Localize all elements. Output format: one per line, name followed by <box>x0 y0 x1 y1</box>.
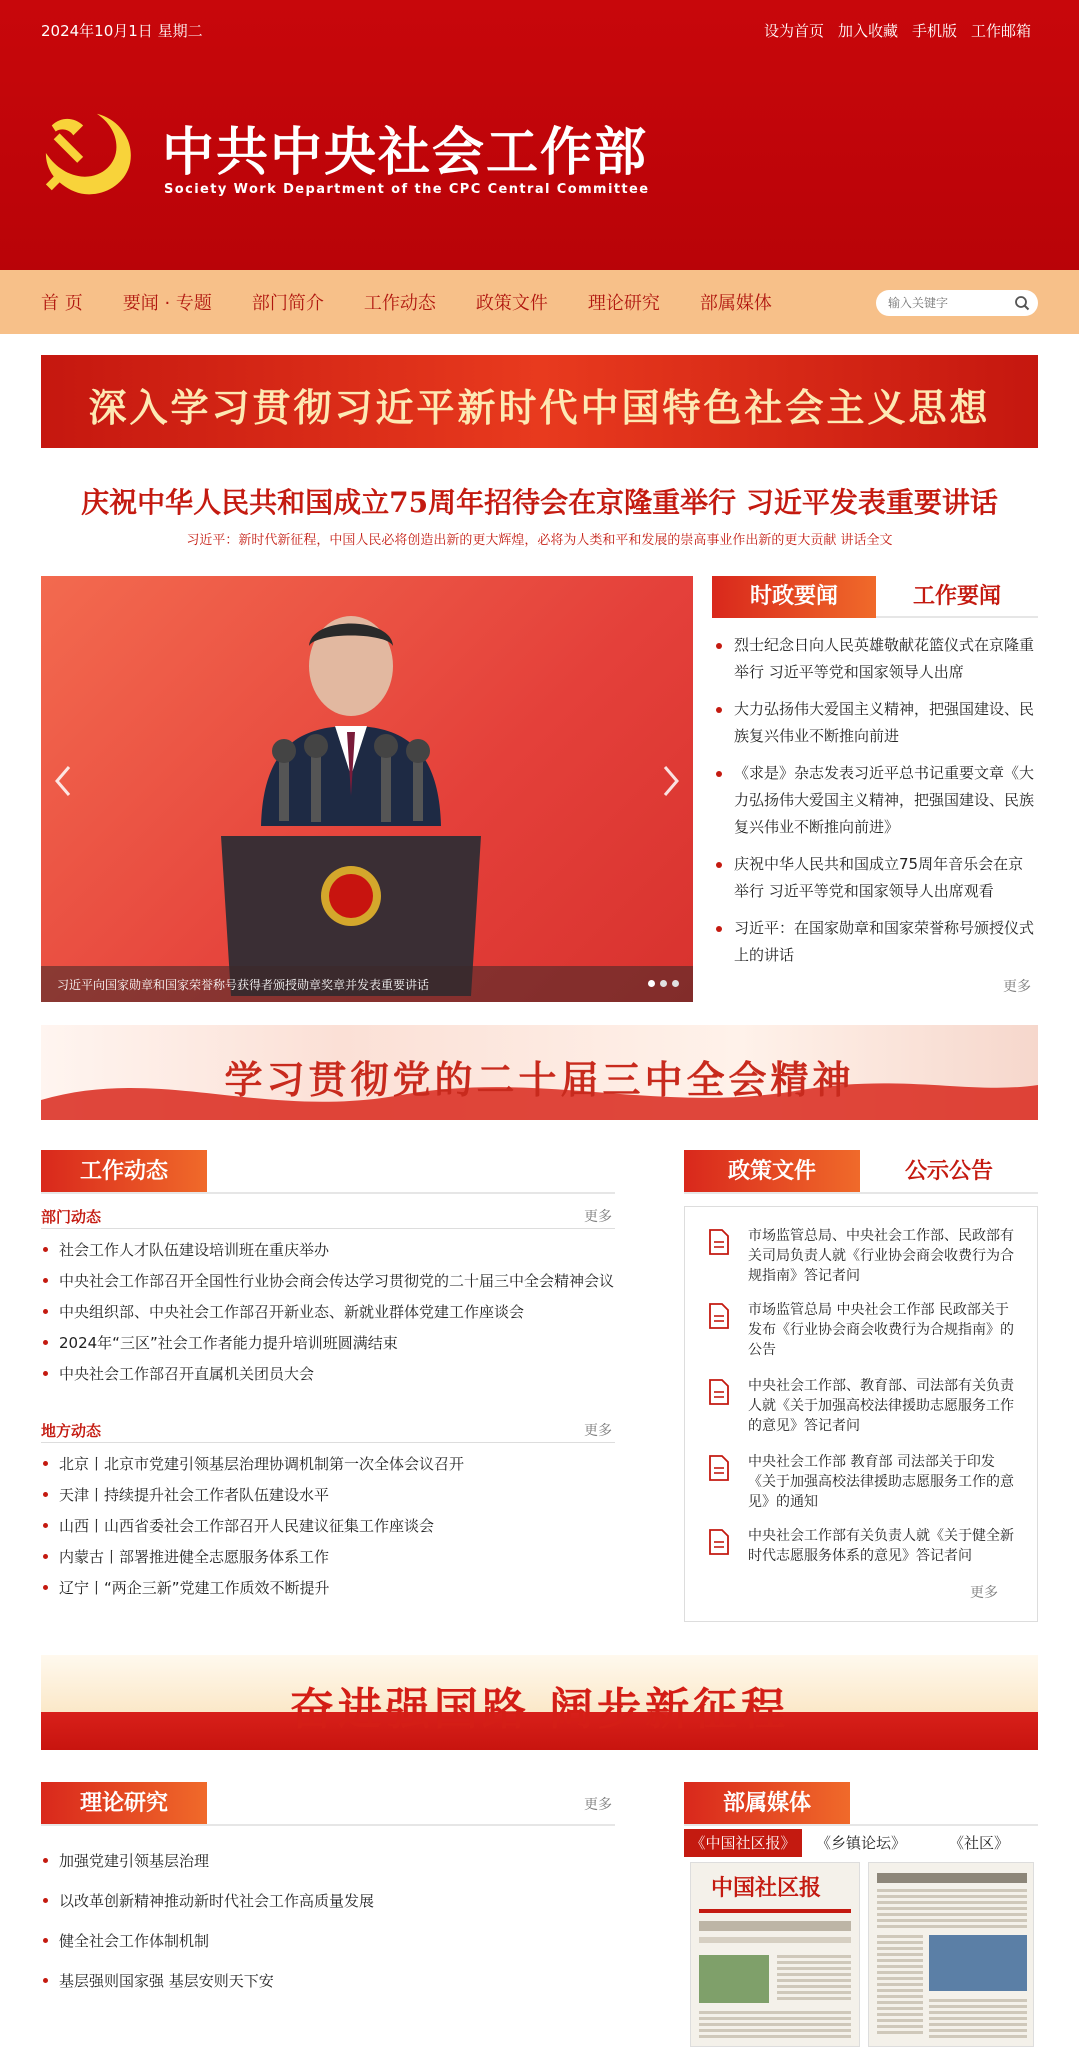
list-item[interactable]: 中央组织部、中央社会工作部召开新业态、新就业群体党建工作座谈会 <box>41 1302 615 1322</box>
strong-nation-banner-text: 奋进强国路 阔步新征程 <box>289 1684 790 1735</box>
speaker-photo <box>201 596 501 996</box>
dept-news-title[interactable]: 部门动态 <box>41 1208 102 1226</box>
carousel-dot[interactable] <box>660 980 667 987</box>
tab-policy-documents[interactable]: 政策文件 <box>684 1150 860 1194</box>
carousel-dot[interactable] <box>648 980 655 987</box>
list-item[interactable]: 习近平：在国家勋章和国家荣誉称号颁授仪式上的讲话 <box>712 915 1038 969</box>
list-item[interactable]: 2024年“三区”社会工作者能力提升培训班圆满结束 <box>41 1333 615 1353</box>
document-icon <box>708 1528 730 1556</box>
document-icon <box>708 1378 730 1406</box>
tab-political-news[interactable]: 时政要闻 <box>712 576 876 618</box>
policy-item-text[interactable]: 中央社会工作部有关负责人就《关于健全新时代志愿服务体系的意见》答记者问 <box>748 1528 1014 1564</box>
search-icon[interactable] <box>1014 295 1030 311</box>
site-title[interactable]: 中共中央社会工作部 <box>162 122 649 183</box>
carousel-caption[interactable]: 习近平向国家勋章和国家荣誉称号获得者颁授勋章奖章并发表重要讲话 <box>57 978 430 992</box>
nav-item-news[interactable]: 要闻 · 专题 <box>122 293 212 314</box>
mobile-version-link[interactable]: 手机版 <box>911 22 957 40</box>
local-news-divider <box>41 1442 615 1443</box>
nav-item-media[interactable]: 部属媒体 <box>699 293 772 314</box>
plenary-banner[interactable] <box>41 1025 1038 1120</box>
newspaper-front-page[interactable] <box>690 1862 860 2047</box>
site-subtitle: Society Work Department of the CPC Central Committee <box>164 182 650 197</box>
nav-item-about[interactable]: 部门简介 <box>251 293 324 314</box>
work-mail-link[interactable]: 工作邮箱 <box>970 22 1031 40</box>
list-item[interactable]: 烈士纪念日向人民英雄敬献花篮仪式在京隆重举行 习近平等党和国家领导人出席 <box>712 632 1038 686</box>
strong-nation-banner[interactable] <box>41 1655 1038 1750</box>
policy-more-link[interactable]: 更多 <box>970 1585 998 1601</box>
list-item[interactable]: 内蒙古丨部署推进健全志愿服务体系工作 <box>41 1547 615 1567</box>
headline-summary[interactable]: 习近平：新时代新征程，中国人民必将创造出新的更大辉煌，必将为人类和平和发展的崇高事业作出新的更大贡献 讲话全文 <box>186 533 893 548</box>
site-header <box>0 0 1079 270</box>
list-item[interactable]: 中央社会工作部召开全国性行业协会商会传达学习贯彻党的二十届三中全会精神会议 <box>41 1271 615 1291</box>
ideology-banner-text: 深入学习贯彻习近平新时代中国特色社会主义思想 <box>88 385 991 430</box>
theory-section-title[interactable]: 理论研究 <box>41 1782 207 1826</box>
carousel-dots <box>648 980 679 987</box>
list-item[interactable]: 山西丨山西省委社会工作部召开人民建议征集工作座谈会 <box>41 1516 615 1536</box>
news-tabs <box>712 576 1038 618</box>
document-icon <box>708 1302 730 1330</box>
plenary-banner-text: 学习贯彻党的二十届三中全会精神 <box>224 1057 855 1102</box>
search-box <box>876 290 1038 316</box>
tab-community-paper[interactable]: 《中国社区报》 <box>684 1829 802 1857</box>
policy-item-text[interactable]: 中央社会工作部 教育部 司法部关于印发《关于加强高校法律援助志愿服务工作的意见》的通知 <box>748 1454 1014 1510</box>
media-section-divider <box>684 1824 1038 1826</box>
list-item[interactable]: 大力弘扬伟大爱国主义精神，把强国建设、民族复兴伟业不断推向前进 <box>712 696 1038 750</box>
list-item[interactable]: 北京丨北京市党建引领基层治理协调机制第一次全体会议召开 <box>41 1454 615 1474</box>
list-item[interactable]: 健全社会工作体制机制 <box>41 1931 615 1951</box>
search-input[interactable] <box>888 293 1008 313</box>
list-item[interactable]: 庆祝中华人民共和国成立75周年音乐会在京举行 习近平等党和国家领导人出席观看 <box>712 851 1038 905</box>
media-section-title[interactable]: 部属媒体 <box>684 1782 850 1826</box>
work-section-title[interactable]: 工作动态 <box>41 1150 207 1194</box>
newspaper-photo <box>929 1935 1027 1991</box>
dept-news-divider <box>41 1228 615 1229</box>
newspaper-masthead: 中国社区报 <box>711 1875 822 1901</box>
nav-item-home[interactable]: 首 页 <box>41 293 83 314</box>
list-item[interactable]: 加强党建引领基层治理 <box>41 1851 615 1871</box>
policy-section-divider <box>684 1192 1038 1194</box>
policy-item-text[interactable]: 中央社会工作部、教育部、司法部有关负责人就《关于加强高校法律援助志愿服务工作的意见》答记者问 <box>748 1378 1014 1434</box>
list-item[interactable]: 基层强则国家强 基层安则天下安 <box>41 1971 615 1991</box>
newspaper-second-page[interactable] <box>868 1862 1034 2047</box>
set-homepage-link[interactable]: 设为首页 <box>763 22 824 40</box>
nav-item-work[interactable]: 工作动态 <box>363 293 436 314</box>
newspaper-photo <box>699 1955 769 2003</box>
newspaper-headline-block <box>877 1873 1027 1883</box>
newspaper-text-block <box>699 1937 851 1943</box>
document-icon <box>708 1454 730 1482</box>
nav-item-policy[interactable]: 政策文件 <box>475 293 548 314</box>
newspaper-headline-block <box>699 1921 851 1931</box>
local-news-more-link[interactable]: 更多 <box>584 1423 612 1439</box>
tab-announcements[interactable]: 公示公告 <box>904 1159 993 1184</box>
list-item[interactable]: 以改革创新精神推动新时代社会工作高质量发展 <box>41 1891 615 1911</box>
theory-section-divider <box>41 1824 615 1826</box>
carousel-caption-bar <box>41 966 693 1002</box>
newspaper-text-columns <box>929 1999 1027 2039</box>
tab-work-news[interactable]: 工作要闻 <box>912 584 1001 609</box>
work-section-divider <box>41 1192 615 1194</box>
list-item[interactable]: 社会工作人才队伍建设培训班在重庆举办 <box>41 1240 615 1260</box>
carousel-prev-icon[interactable] <box>49 761 77 801</box>
dept-news-list <box>41 1240 615 1395</box>
newspaper-text-columns <box>877 1935 923 2035</box>
tab-community[interactable]: 《社区》 <box>948 1834 1009 1852</box>
policy-item-text[interactable]: 市场监管总局、中央社会工作部、民政部有关司局负责人就《行业协会商会收费行为合规指南》答记者问 <box>748 1228 1014 1284</box>
newspaper-text-columns <box>877 1889 1027 1929</box>
nav-item-theory[interactable]: 理论研究 <box>587 293 660 314</box>
party-emblem-icon[interactable] <box>40 104 138 202</box>
current-date: 2024年10月1日 星期二 <box>41 22 203 40</box>
top-links <box>764 20 1031 41</box>
local-news-list <box>41 1454 615 1609</box>
masthead-rule <box>699 1909 851 1913</box>
list-item[interactable]: 辽宁丨“两企三新”党建工作质效不断提升 <box>41 1578 615 1598</box>
newspaper-text-columns <box>777 1955 851 2003</box>
local-news-title[interactable]: 地方动态 <box>41 1422 102 1440</box>
dept-news-more-link[interactable]: 更多 <box>584 1209 612 1225</box>
list-item[interactable]: 《求是》杂志发表习近平总书记重要文章《大力弘扬伟大爱国主义精神，把强国建设、民族复兴伟业不断推向前进》 <box>712 760 1038 841</box>
newspaper-text-columns <box>699 2011 851 2041</box>
list-item[interactable]: 中央社会工作部召开直属机关团员大会 <box>41 1364 615 1384</box>
carousel-next-icon[interactable] <box>657 761 685 801</box>
ideology-banner[interactable] <box>41 355 1038 448</box>
news-carousel[interactable] <box>41 576 693 1002</box>
media-tabs <box>684 1829 1038 1857</box>
tab-township-forum[interactable]: 《乡镇论坛》 <box>815 1834 906 1852</box>
document-icon <box>708 1228 730 1256</box>
list-item[interactable]: 天津丨持续提升社会工作者队伍建设水平 <box>41 1485 615 1505</box>
theory-list <box>41 1851 615 2011</box>
add-favorite-link[interactable]: 加入收藏 <box>837 22 898 40</box>
carousel-dot[interactable] <box>672 980 679 987</box>
theory-more-link[interactable]: 更多 <box>584 1797 612 1813</box>
news-list <box>712 632 1038 979</box>
headline-title[interactable]: 庆祝中华人民共和国成立75周年招待会在京隆重举行 习近平发表重要讲话 <box>81 486 998 519</box>
policy-item-text[interactable]: 市场监管总局 中央社会工作部 民政部关于发布《行业协会商会收费行为合规指南》的公告 <box>748 1302 1014 1358</box>
news-more-link[interactable]: 更多 <box>1003 979 1031 995</box>
